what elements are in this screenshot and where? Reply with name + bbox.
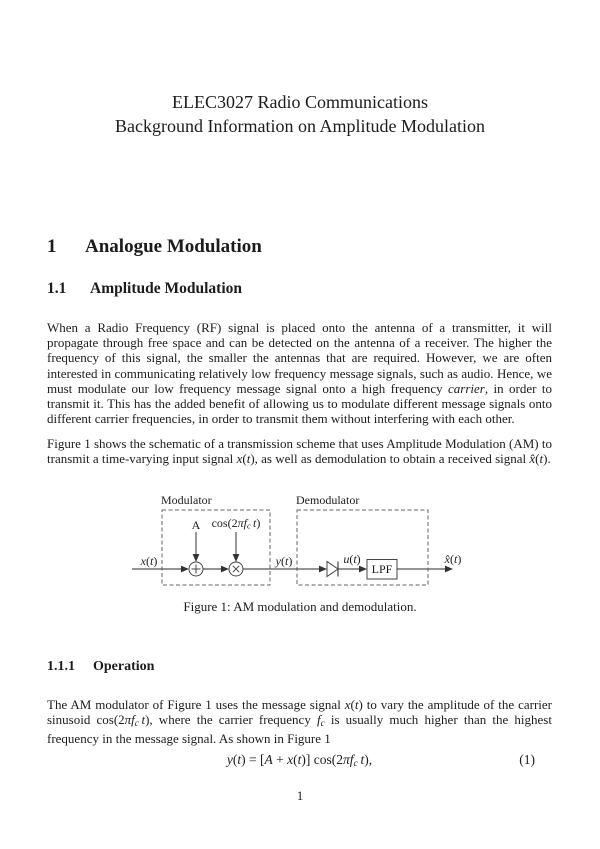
document-title <box>0 90 600 138</box>
block-diagram-graphics <box>108 492 468 592</box>
paragraph-intro-rf: When a Radio Frequency (RF) signal is placed onto the antenna of a transmitter, it will propagate through free space and can be detected on the antenna of a receiver. The higher the frequency of this signal, the smaller the antennas that are required. However, we are often interested in communicating relatively low frequency message signals, such as audio. Hence, we must modulate our low frequency message signal onto a high frequency carrier, in order to transmit it. This has the added benefit of allowing us to modulate different message signals onto different carrier frequencies, in order to transmit them without interfering with each other. <box>47 320 553 427</box>
lpf-label: LPF <box>371 562 393 576</box>
section-heading-1-1-1 <box>47 659 154 675</box>
paragraph-figure-intro: Figure 1 shows the schematic of a transmission scheme that uses Amplitude Modulation (AM) to transmit a time-varying input signal x(t), as well as demodulation to obtain a received signal x̂(t). <box>47 436 552 467</box>
dc-offset-label: A <box>191 518 201 532</box>
adder-icon <box>189 562 203 576</box>
page-number: 1 <box>296 788 304 803</box>
input-signal-label: x(t) <box>140 554 158 568</box>
equation-body: y(t) = [A + x(t)] cos(2πfc t), <box>226 752 373 769</box>
section-heading-1 <box>47 236 262 258</box>
section-title: Analogue Modulation <box>85 236 262 257</box>
title-line-2: Background Information on Amplitude Modulation <box>115 116 485 136</box>
section-heading-1-1 <box>47 280 242 298</box>
demodulator-label: Demodulator <box>296 493 360 507</box>
multiplier-icon <box>229 562 243 576</box>
section-number: 1.1 <box>47 280 67 297</box>
output-signal-label: x̂(t) <box>444 552 462 566</box>
rectified-signal-label: u(t) <box>343 552 361 566</box>
section-title: Operation <box>93 659 155 674</box>
modulated-signal-label: y(t) <box>275 554 293 568</box>
equation-number: (1) <box>519 752 535 767</box>
demodulator-box <box>297 510 428 585</box>
section-number: 1.1.1 <box>47 659 75 674</box>
figure-am-block-diagram <box>108 492 468 592</box>
down-arrowheads <box>193 554 240 562</box>
carrier-label: cos(2πfc t) <box>211 516 261 531</box>
modulator-label: Modulator <box>161 493 212 507</box>
figure-caption: Figure 1: AM modulation and demodulation. <box>183 599 417 614</box>
section-title: Amplitude Modulation <box>90 280 243 297</box>
vertical-input-lines <box>196 532 236 554</box>
diode-icon <box>327 562 338 577</box>
section-number: 1 <box>47 236 57 257</box>
equation-1 <box>47 752 552 769</box>
title-line-1: ELEC3027 Radio Communications <box>172 92 428 112</box>
paragraph-operation: The AM modulator of Figure 1 uses the message signal x(t) to vary the amplitude of the carrier sinusoid cos(2πfc t), where the carrier frequency fc is usually much higher than the highest frequency in the message signal. As shown in Figure 1 <box>47 697 553 747</box>
